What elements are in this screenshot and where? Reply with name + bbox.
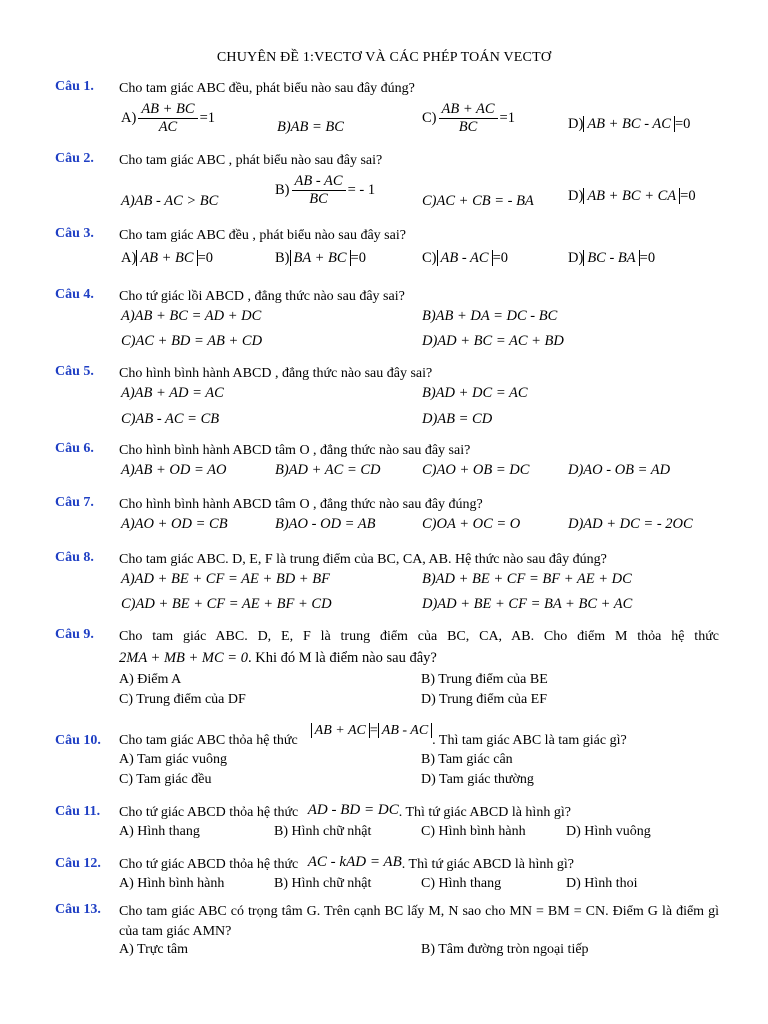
question-4 xyxy=(55,287,720,353)
option-d: D) BC - BA =0 xyxy=(568,250,656,266)
option-b: B) BA + BC =0 xyxy=(275,250,366,266)
question-text: Cho tứ giác ABCD thỏa hệ thức AC - kAD = AB. Thì tứ giác ABCD là hình gì? xyxy=(119,854,574,872)
question-10 xyxy=(55,720,720,792)
question-label: Câu 11. xyxy=(55,804,101,819)
question-text: Cho hình bình hành ABCD tâm O , đẳng thức nào sau đây sai? xyxy=(119,443,471,458)
question-label: Câu 8. xyxy=(55,550,94,565)
option-c: C) $\frac{AB + AC}{BC}$ =1 xyxy=(422,101,515,135)
question-label: Câu 12. xyxy=(55,856,101,871)
question-text: Cho tam giác ABC , phát biểu nào sau đây sai? xyxy=(119,153,383,168)
document-title: CHUYÊN ĐỀ 1:VECTƠ VÀ CÁC PHÉP TOÁN VECTƠ xyxy=(216,50,552,65)
question-label: Câu 2. xyxy=(55,151,94,166)
option-d: D) Tam giác thường xyxy=(421,772,534,787)
question-label: Câu 5. xyxy=(55,364,94,379)
question-label: Câu 4. xyxy=(55,287,94,302)
question-text: Cho tam giác ABC. D, E, F là trung điểm của BC, CA, AB. Hệ thức nào sau đây đúng? xyxy=(119,552,607,567)
question-2 xyxy=(55,151,720,217)
option-a: A)AD + BE + CF = AE + BD + BF xyxy=(121,571,330,587)
question-text: Cho tứ giác lồi ABCD , đẳng thức nào sau đây sai? xyxy=(119,289,405,304)
option-a: A)AB + BC = AD + DC xyxy=(121,308,262,324)
option-b: B) Tam giác cân xyxy=(421,752,513,767)
question-12 xyxy=(55,856,720,900)
question-9 xyxy=(55,627,720,711)
option-c: C) Hình bình hành xyxy=(421,824,526,839)
option-c: C)AD + BE + CF = AE + BF + CD xyxy=(121,596,332,612)
option-a: A) AB + BC =0 xyxy=(121,250,214,266)
option-a: A) Hình bình hành xyxy=(119,876,225,891)
option-a: A) Tam giác vuông xyxy=(119,752,228,767)
option-c: C) AB - AC =0 xyxy=(422,250,508,266)
option-b: B)AB + DA = DC - BC xyxy=(422,308,558,324)
option-c: C)AC + BD = AB + CD xyxy=(121,333,263,349)
option-d: D)AO - OB = AD xyxy=(568,462,671,478)
option-d: D) AB + BC + CA =0 xyxy=(568,188,696,204)
question-text: Cho tam giác ABC. D, E, F là trung điểm của BC, CA, AB. Cho điểm M thỏa hệ thức xyxy=(119,629,719,644)
question-label: Câu 3. xyxy=(55,226,94,241)
question-text: Cho tam giác ABC có trọng tâm G. Trên cạnh BC lấy M, N sao cho MN = BM = CN. Điểm G là điểm gì của tam giác AMN? xyxy=(119,904,719,939)
option-c: C) Trung điểm của DF xyxy=(119,692,246,707)
option-a: A)AB - AC > BC xyxy=(121,193,219,209)
question-13 xyxy=(55,902,720,966)
question-label: Câu 10. xyxy=(55,733,101,748)
question-8 xyxy=(55,550,720,616)
question-1 xyxy=(55,79,720,145)
question-text: Cho tam giác ABC thỏa hệ thức AB + AC = AB - AC. Thì tam giác ABC là tam giác gì? xyxy=(119,723,627,748)
question-text: Cho hình bình hành ABCD , đẳng thức nào sau đây sai? xyxy=(119,366,433,381)
question-5 xyxy=(55,364,720,430)
question-text-line2: 2MA + MB + MC = 0. Khi đó M là điểm nào sau đây? xyxy=(119,650,437,666)
question-text: Cho tứ giác ABCD thỏa hệ thức AD - BD = DC. Thì tứ giác ABCD là hình gì? xyxy=(119,802,571,820)
option-a: A) Trực tâm xyxy=(119,942,189,957)
question-6 xyxy=(55,441,720,485)
option-b: B)AO - OD = AB xyxy=(275,516,376,532)
option-b: B) Hình chữ nhật xyxy=(274,824,372,839)
question-text: Cho tam giác ABC đều , phát biểu nào sau đây sai? xyxy=(119,228,406,243)
option-b: B)AD + AC = CD xyxy=(275,462,381,478)
option-a: A)AB + OD = AO xyxy=(121,462,227,478)
option-a: A)AB + AD = AC xyxy=(121,385,224,401)
option-a: A) Điểm A xyxy=(119,672,182,687)
option-a: A)AO + OD = CB xyxy=(121,516,228,532)
question-11 xyxy=(55,804,720,848)
option-d: D) AB + BC - AC =0 xyxy=(568,116,691,132)
option-d: D)AB = CD xyxy=(422,411,493,427)
option-d: D) Hình thoi xyxy=(566,876,638,891)
question-3 xyxy=(55,226,720,272)
option-c: C) Tam giác đều xyxy=(119,772,212,787)
question-label: Câu 13. xyxy=(55,902,101,917)
option-b: B) $\frac{AB - AC}{BC}$ = - 1 xyxy=(275,173,376,207)
option-d: D)AD + BE + CF = BA + BC + AC xyxy=(422,596,633,612)
option-b: B) Trung điểm của BE xyxy=(421,672,548,687)
option-c: C)AB - AC = CB xyxy=(121,411,220,427)
option-c: C)AO + OB = DC xyxy=(422,462,530,478)
option-b: B) Tâm đường tròn ngoại tiếp xyxy=(421,942,589,957)
option-b: B)AD + BE + CF = BF + AE + DC xyxy=(422,571,632,587)
option-b: B)AB = BC xyxy=(277,119,344,135)
question-7 xyxy=(55,495,720,539)
question-label: Câu 7. xyxy=(55,495,94,510)
question-text: Cho hình bình hành ABCD tâm O , đẳng thức nào sau đây đúng? xyxy=(119,497,483,512)
option-d: D) Hình vuông xyxy=(566,824,651,839)
option-d: D) Trung điểm của EF xyxy=(421,692,547,707)
question-label: Câu 9. xyxy=(55,627,94,642)
option-d: D)AD + DC = - 2OC xyxy=(568,516,693,532)
question-label: Câu 1. xyxy=(55,79,94,94)
option-c: C)OA + OC = O xyxy=(422,516,521,532)
option-d: D)AD + BC = AC + BD xyxy=(422,333,564,349)
question-text: Cho tam giác ABC đều, phát biểu nào sau đây đúng? xyxy=(119,81,415,96)
option-c: C)AC + CB = - BA xyxy=(422,193,534,209)
option-a: A) $\frac{AB + BC}{AC}$ =1 xyxy=(121,101,216,135)
option-b: B) Hình chữ nhật xyxy=(274,876,372,891)
option-b: B)AD + DC = AC xyxy=(422,385,528,401)
option-a: A) Hình thang xyxy=(119,824,200,839)
question-label: Câu 6. xyxy=(55,441,94,456)
option-c: C) Hình thang xyxy=(421,876,502,891)
